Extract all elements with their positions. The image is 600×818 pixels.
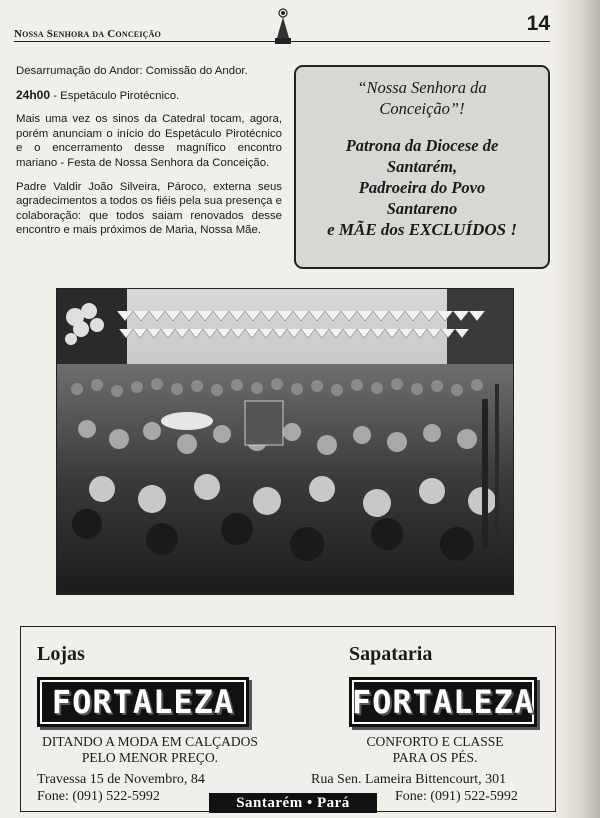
ad-left-address: Travessa 15 de Novembro, 84 (37, 772, 205, 787)
paragraph-sinos: Mais uma vez os sinos da Catedral tocam, agora, porém anunciam o início do Espetáculo Pirotécnico e o encerramento desse magnífico encontro mariano - Festa de Nossa Senhora da Conceição. (16, 113, 282, 169)
header-rule (14, 41, 550, 42)
paragraph-schedule (16, 88, 282, 104)
box-closing: e MÃE dos EXCLUÍDOS ! (327, 220, 517, 239)
ad-left-slogan2: PELO MENOR PREÇO. (81, 750, 219, 765)
page-number: 14 (526, 12, 550, 35)
procession-crowd-photo (56, 288, 514, 595)
box-line: Padroeira do Povo (358, 178, 486, 197)
schedule-time: 24h00 (16, 87, 51, 102)
box-line: Santareno (386, 199, 458, 218)
box-line: Patrona da Diocese de (345, 136, 499, 155)
fortaleza-advertisement (20, 626, 556, 812)
ad-left-title: Lojas (37, 643, 85, 665)
fortaleza-logo-left: FORTALEZA (37, 677, 249, 727)
schedule-event: - Espetáculo Pirotécnico. (50, 89, 180, 102)
ad-right-slogan2: PARA OS PÉS. (392, 750, 478, 765)
box-line: Conceição”! (379, 99, 465, 118)
crowd-photo-illustration (57, 289, 514, 595)
patrona-box (294, 65, 550, 269)
article-text (16, 64, 282, 247)
box-body (296, 135, 548, 219)
ad-right-address: Rua Sen. Lameira Bittencourt, 301 (311, 772, 507, 787)
ad-right-slogan1: CONFORTO E CLASSE (366, 734, 504, 749)
running-title: Nossa Senhora da Conceição (14, 28, 162, 40)
box-line: “Nossa Senhora da (357, 78, 487, 97)
city-banner: Santarém • Pará (209, 793, 377, 813)
ad-right-phone: Fone: (091) 522-5992 (395, 789, 518, 804)
page-edge-shadow (552, 0, 600, 818)
fortaleza-logo-right: FORTALEZA (349, 677, 537, 727)
page-header (14, 10, 550, 44)
box-line: Santarém, (386, 157, 458, 176)
ad-left-phone: Fone: (091) 522-5992 (37, 789, 160, 804)
box-heading (296, 77, 548, 119)
paragraph-padre: Padre Valdir João Silveira, Pároco, externa seus agradecimentos a todos os fiéis pela sua presença e colaboração: que todos saiam renovados desse encontro e mais próximos de Maria, Nossa Mãe. (16, 180, 282, 237)
ad-right-title: Sapataria (349, 643, 433, 665)
ad-left-slogan1: DITANDO A MODA EM CALÇADOS (42, 734, 258, 749)
paragraph-andor: Desarrumação do Andor: Comissão do Andor. (16, 65, 248, 77)
